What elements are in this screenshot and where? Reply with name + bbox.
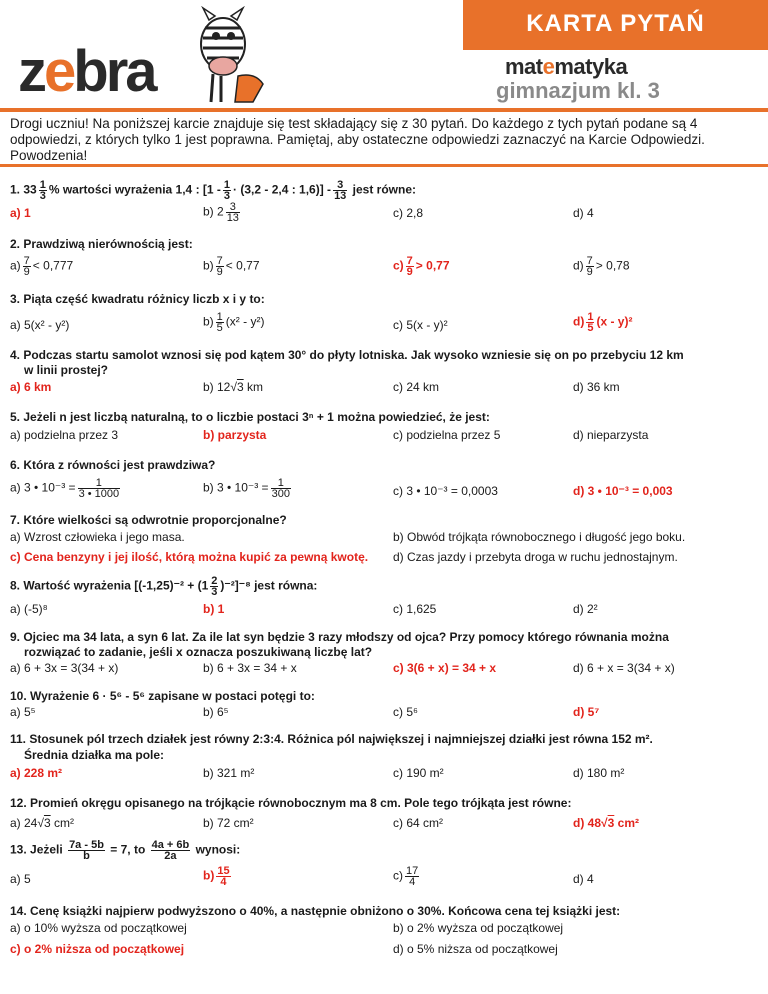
header-banner: KARTA PYTAŃ	[463, 0, 768, 50]
q4-answer-c[interactable]: c) 24 km	[393, 380, 440, 394]
q1-answer-d[interactable]: d) 4	[573, 206, 594, 220]
q5-answer-a[interactable]: a) podzielna przez 3	[10, 428, 119, 442]
q10-answer-a[interactable]: a) 5⁵	[10, 705, 36, 719]
logo-z: z	[18, 39, 44, 104]
question-9-line2: rozwiązać to zadanie, jeśli x oznacza poszukiwaną liczbę lat?	[24, 645, 373, 659]
question-11-line1: 11. Stosunek pól trzech działek jest równy 2:3:4. Różnica pól największej i najmniejszej działki jest równa 152 m².	[10, 732, 653, 746]
q1-answer-a[interactable]: a) 1	[10, 206, 31, 220]
q2-answer-a[interactable]: a) $\frac{7}{9}$ < 0,777	[10, 255, 74, 278]
q6-answer-d[interactable]: d) 3 • 10⁻³ = 0,003	[573, 484, 673, 498]
q6-answer-b[interactable]: b) 3 • 10⁻³ = $\frac{1}{300}$	[203, 477, 290, 500]
question-4-line2: w linii prostej?	[24, 363, 109, 377]
q14-answer-c[interactable]: c) o 2% niższa od początkowej	[10, 942, 185, 956]
q3-answer-b[interactable]: b) $\frac{1}{5}$ (x² - y²)	[203, 311, 265, 334]
q12-answer-a[interactable]: a) 24√3 cm²	[10, 816, 74, 830]
question-10: 10. Wyrażenie 6 · 5⁶ - 5⁶ zapisane w postaci potęgi to:	[10, 689, 315, 703]
question-9-line1: 9. Ojciec ma 34 lata, a syn 6 lat. Za ile lat syn będzie 3 razy młodszy od ojca? Przy pomocy którego równania można	[10, 630, 669, 644]
question-4-line1: 4. Podczas startu samolot wznosi się pod kątem 30° do płyty lotniska. Jak wysoko wzniesie się on po przebyciu 12 km	[10, 348, 684, 362]
q14-answer-b[interactable]: b) o 2% wyższa od początkowej	[393, 921, 564, 935]
question-5: 5. Jeżeli n jest liczbą naturalną, to o liczbie postaci 3ⁿ + 1 można powiedzieć, że jest:	[10, 410, 490, 424]
grade-level: gimnazjum kl. 3	[496, 78, 660, 103]
q7-answer-d[interactable]: d) Czas jazdy i przebyta droga w ruchu jednostajnym.	[393, 550, 678, 564]
q3-answer-a[interactable]: a) 5(x² - y²)	[10, 318, 70, 332]
question-1: 1. 33 $\frac{1}{3}$ % wartości wyrażenia 1,4 : [1 - $\frac{1}{3}$ · (3,2 - 2,4 : 1,6)] - $\frac{3}{13}$ jest równe:	[10, 179, 417, 202]
q11-answer-a[interactable]: a) 228 m²	[10, 766, 63, 780]
q12-answer-c[interactable]: c) 64 cm²	[393, 816, 444, 830]
q14-answer-d[interactable]: d) o 5% niższa od początkowej	[393, 942, 558, 956]
question-12: 12. Promień okręgu opisanego na trójkącie równobocznym ma 8 cm. Pole tego trójkąta jest równe:	[10, 796, 572, 810]
question-6: 6. Która z równości jest prawdziwa?	[10, 458, 216, 472]
q11-answer-c[interactable]: c) 190 m²	[393, 766, 444, 780]
q3-answer-d[interactable]: d) $\frac{1}{5}$ (x - y)²	[573, 311, 633, 334]
q1-answer-b[interactable]: b) 2 $\frac{3}{13}$	[203, 201, 239, 224]
q1-answer-c[interactable]: c) 2,8	[393, 206, 424, 220]
q8-answer-b[interactable]: b) 1	[203, 602, 225, 616]
q11-answer-b[interactable]: b) 321 m²	[203, 766, 255, 780]
q10-answer-b[interactable]: b) 6⁵	[203, 705, 229, 719]
question-3: 3. Piąta część kwadratu różnicy liczb x i y to:	[10, 292, 265, 306]
q9-answer-b[interactable]: b) 6 + 3x = 34 + x	[203, 661, 297, 675]
q10-answer-c[interactable]: c) 5⁶	[393, 705, 418, 719]
q5-answer-c[interactable]: c) podzielna przez 5	[393, 428, 501, 442]
q11-answer-d[interactable]: d) 180 m²	[573, 766, 625, 780]
question-11-line2: Średnia działka ma pole:	[24, 748, 165, 762]
q4-answer-a[interactable]: a) 6 km	[10, 380, 52, 394]
question-8: 8. Wartość wyrażenia [(-1,25)⁻² + (1 $\frac{2}{3}$ )⁻²]⁻⁸ jest równa:	[10, 575, 318, 598]
question-2: 2. Prawdziwą nierównością jest:	[10, 237, 193, 251]
question-14: 14. Cenę książki najpierw podwyższono o 40%, a następnie obniżono o 30%. Końcowa cena tej książki jest:	[10, 904, 621, 918]
q6-answer-a[interactable]: a) 3 • 10⁻³ = $\frac{1}{3 • 1000}$	[10, 477, 120, 500]
question-13: 13. Jeżeli $\frac{7a - 5b}{b}$ = 7, to $\frac{4a + 6b}{2a}$ wynosi:	[10, 839, 241, 862]
q13-answer-c[interactable]: c) $\frac{17}{4}$	[393, 865, 419, 888]
q10-answer-d[interactable]: d) 5⁷	[573, 705, 600, 719]
q8-answer-c[interactable]: c) 1,625	[393, 602, 437, 616]
q3-answer-c[interactable]: c) 5(x - y)²	[393, 318, 448, 332]
q2-answer-c[interactable]: c) $\frac{7}{9}$ > 0,77	[393, 255, 450, 278]
q9-answer-d[interactable]: d) 6 + x = 3(34 + x)	[573, 661, 675, 675]
subject-title: matematyka	[505, 54, 628, 79]
q4-answer-b[interactable]: b) 12√3 km	[203, 380, 263, 394]
q8-answer-d[interactable]: d) 2²	[573, 602, 598, 616]
q13-answer-b[interactable]: b) $\frac{15}{4}$	[203, 865, 230, 888]
top-divider	[0, 108, 768, 112]
q9-answer-c[interactable]: c) 3(6 + x) = 34 + x	[393, 661, 497, 675]
q12-answer-b[interactable]: b) 72 cm²	[203, 816, 254, 830]
q14-answer-a[interactable]: a) o 10% wyższa od początkowej	[10, 921, 187, 935]
zebra-mascot-icon	[183, 6, 269, 106]
q6-answer-c[interactable]: c) 3 • 10⁻³ = 0,0003	[393, 484, 498, 498]
logo-e: e	[44, 39, 74, 104]
q5-answer-d[interactable]: d) nieparzysta	[573, 428, 649, 442]
q5-answer-b[interactable]: b) parzysta	[203, 428, 267, 442]
intro-divider	[0, 164, 768, 167]
q7-answer-a[interactable]: a) Wzrost człowieka i jego masa.	[10, 530, 185, 544]
q4-answer-d[interactable]: d) 36 km	[573, 380, 620, 394]
zebra-logo	[18, 38, 155, 105]
q13-answer-a[interactable]: a) 5	[10, 872, 31, 886]
logo-bra: bra	[73, 39, 155, 104]
q7-answer-c[interactable]: c) Cena benzyny i jej ilość, którą można kupić za pewną kwotę.	[10, 550, 369, 564]
intro-text: Drogi uczniu! Na poniższej karcie znajduje się test składający się z 30 pytań. Do każdego z tych pytań podane są 4 odpowiedzi, z których tylko 1 jest poprawna. Pamiętaj, aby ostateczne odpowiedzi zaznaczyć na Karcie Odpowiedzi. Powodzenia!	[10, 116, 705, 163]
question-7: 7. Które wielkości są odwrotnie proporcjonalne?	[10, 513, 287, 527]
q8-answer-a[interactable]: a) (-5)⁸	[10, 602, 48, 616]
q2-answer-d[interactable]: d) $\frac{7}{9}$ > 0,78	[573, 255, 630, 278]
q7-answer-b[interactable]: b) Obwód trójkąta równobocznego i długość jego boku.	[393, 530, 686, 544]
q12-answer-d[interactable]: d) 48√3 cm²	[573, 816, 639, 830]
q9-answer-a[interactable]: a) 6 + 3x = 3(34 + x)	[10, 661, 119, 675]
q2-answer-b[interactable]: b) $\frac{7}{9}$ < 0,77	[203, 255, 260, 278]
q13-answer-d[interactable]: d) 4	[573, 872, 594, 886]
